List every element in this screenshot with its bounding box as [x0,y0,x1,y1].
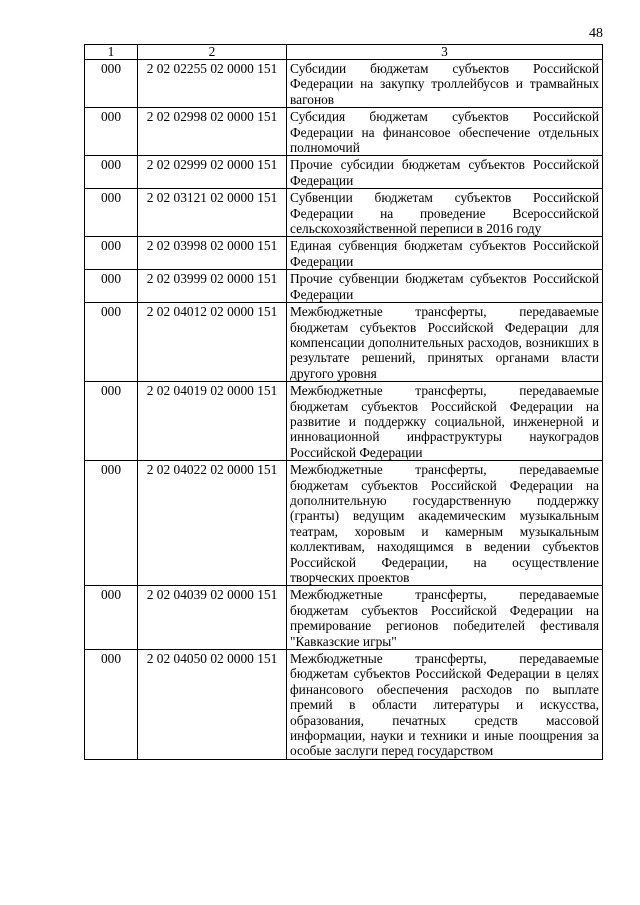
row-admin-code: 000 [85,237,138,270]
table-row [85,156,603,189]
page-number: 48 [589,26,603,41]
row-budget-code: 2 02 04022 02 0000 151 [138,461,287,586]
row-admin-code: 000 [85,270,138,303]
table-row [85,586,603,650]
row-admin-code: 000 [85,60,138,108]
row-budget-code: 2 02 04039 02 0000 151 [138,586,287,650]
table-row [85,189,603,237]
row-admin-code: 000 [85,382,138,461]
header-col-1: 1 [85,45,138,60]
table-row [85,382,603,461]
row-budget-code: 2 02 03999 02 0000 151 [138,270,287,303]
budget-code-table [84,44,603,760]
row-admin-code: 000 [85,189,138,237]
table-row [85,650,603,760]
row-description: Субсидия бюджетам субъектов Российской Федерации на финансовое обеспечение отдельных полномочий [287,108,603,156]
row-budget-code: 2 02 03121 02 0000 151 [138,189,287,237]
row-description: Прочие субсидии бюджетам субъектов Российской Федерации [287,156,603,189]
table-row [85,303,603,382]
row-admin-code: 000 [85,586,138,650]
row-admin-code: 000 [85,108,138,156]
row-description: Межбюджетные трансферты, передаваемые бюджетам субъектов Российской Федерации для компенсации дополнительных расходов, возникших в результате решений, принятых органами власти другого уровня [287,303,603,382]
header-col-2: 2 [138,45,287,60]
row-budget-code: 2 02 03998 02 0000 151 [138,237,287,270]
row-description: Прочие субвенции бюджетам субъектов Российской Федерации [287,270,603,303]
table-row [85,60,603,108]
row-description: Единая субвенция бюджетам субъектов Российской Федерации [287,237,603,270]
row-budget-code: 2 02 02998 02 0000 151 [138,108,287,156]
row-description: Межбюджетные трансферты, передаваемые бюджетам субъектов Российской Федерации на дополнительную государственную поддержку (гранты) ведущим академическим музыкальным театрам, хоровым и камерным музыкальным коллективам, находящимся в ведении субъектов Российской Федерации, на осуществление творческих проектов [287,461,603,586]
row-budget-code: 2 02 04012 02 0000 151 [138,303,287,382]
table-row [85,461,603,586]
row-admin-code: 000 [85,461,138,586]
table-row [85,270,603,303]
row-budget-code: 2 02 02999 02 0000 151 [138,156,287,189]
row-description: Межбюджетные трансферты, передаваемые бюджетам субъектов Российской Федерации на премирование регионов победителей фестиваля "Кавказские игры" [287,586,603,650]
row-budget-code: 2 02 04050 02 0000 151 [138,650,287,760]
row-budget-code: 2 02 04019 02 0000 151 [138,382,287,461]
row-admin-code: 000 [85,650,138,760]
row-description: Межбюджетные трансферты, передаваемые бюджетам субъектов Российской Федерации в целях финансового обеспечения расходов по выплате премий в области литературы и искусства, образования, печатных средств массовой информации, науки и техники и иные поощрения за особые заслуги перед государством [287,650,603,760]
row-description: Субсидии бюджетам субъектов Российской Федерации на закупку троллейбусов и трамвайных вагонов [287,60,603,108]
table-row [85,108,603,156]
row-description: Субвенции бюджетам субъектов Российской Федерации на проведение Всероссийской сельскохозяйственной переписи в 2016 году [287,189,603,237]
row-admin-code: 000 [85,303,138,382]
row-admin-code: 000 [85,156,138,189]
table-row [85,237,603,270]
header-col-3: 3 [287,45,603,60]
row-description: Межбюджетные трансферты, передаваемые бюджетам субъектов Российской Федерации на развитие и поддержку социальной, инженерной и инновационной инфраструктуры наукоградов Российской Федерации [287,382,603,461]
table-header-row [85,45,603,60]
row-budget-code: 2 02 02255 02 0000 151 [138,60,287,108]
